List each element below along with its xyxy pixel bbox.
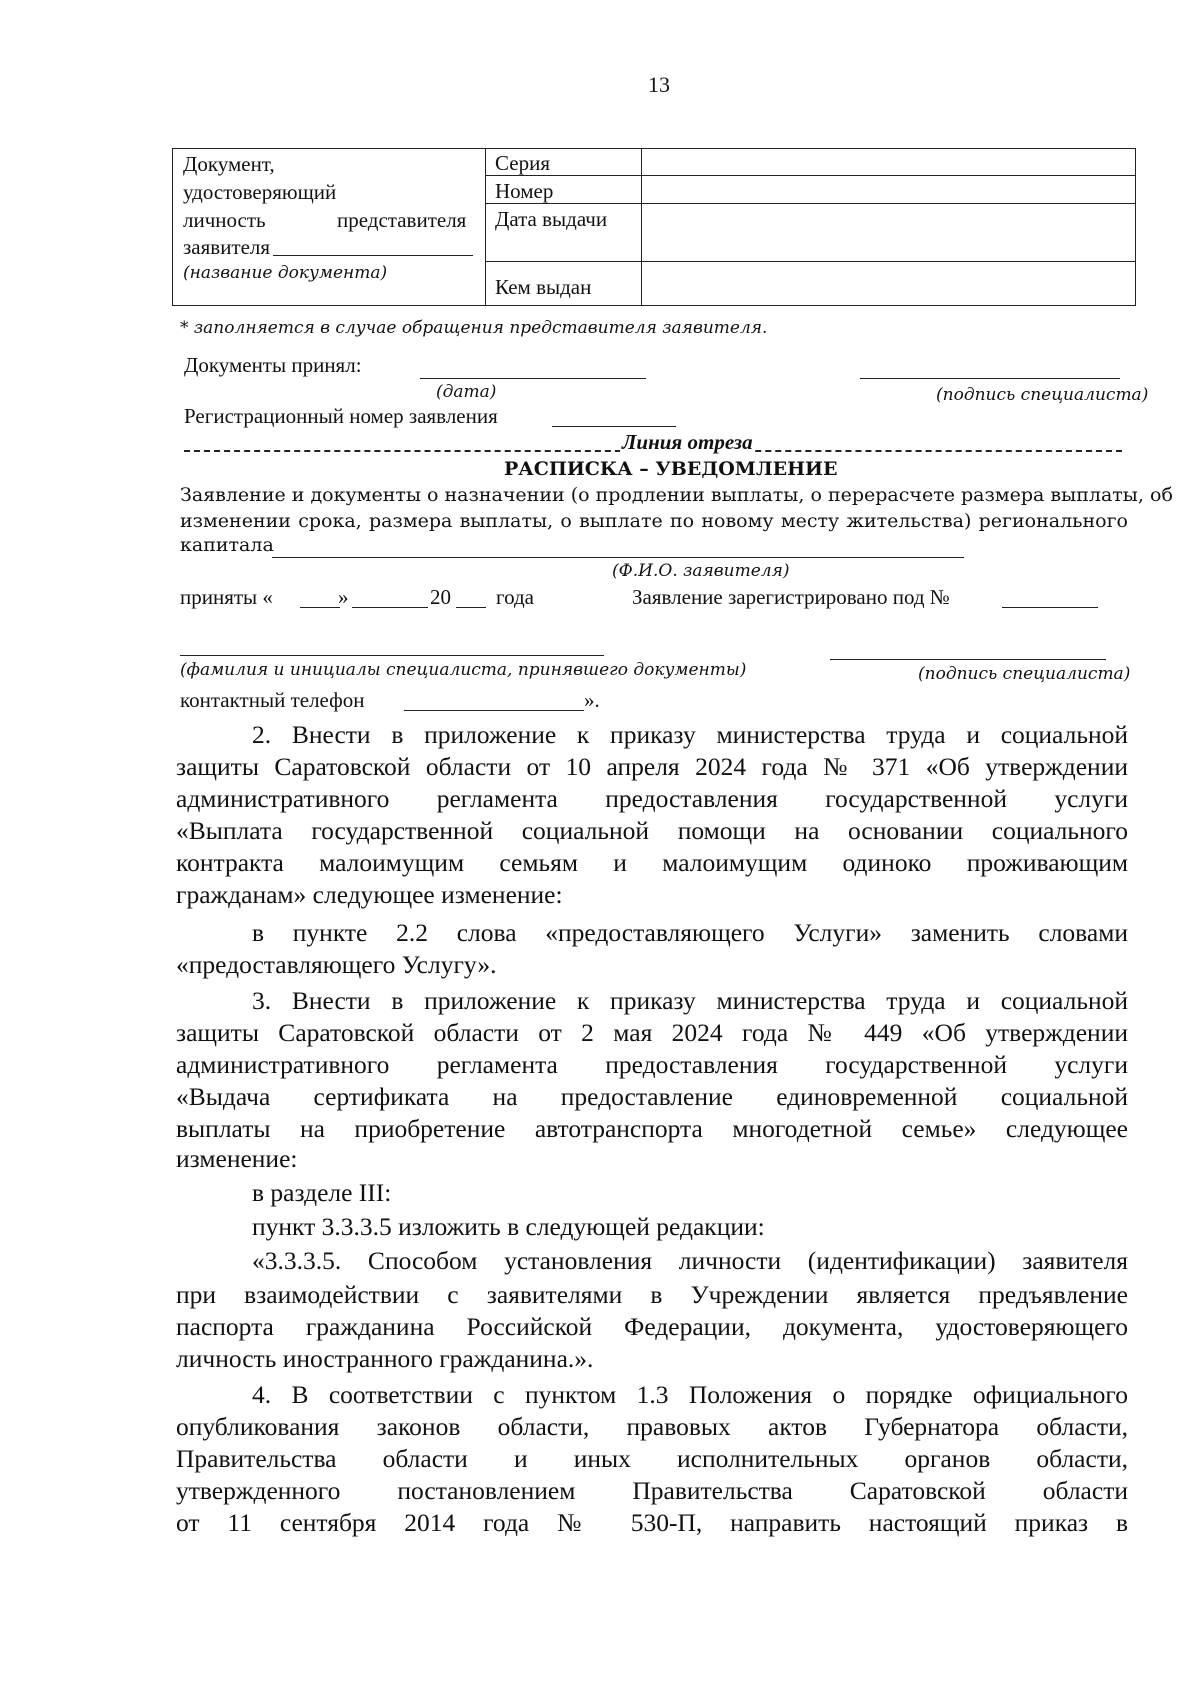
accepted-date-prefix: приняты «: [180, 585, 273, 609]
p2-line-2: защиты Саратовской области от 10 апреля 2024 года № 371 «Об утверждении: [176, 752, 1128, 781]
p4-line-3: Правительства области и иных исполнительных органов области,: [176, 1444, 1128, 1473]
p2b-line-1: в пункте 2.2 слова «предоставляющего Услуги» заменить словами: [252, 918, 1128, 947]
p2-line-5: контракта малоимущим семьям и малоимущим одиноко проживающим: [176, 848, 1128, 877]
table-left-line-1: Документ,: [183, 152, 275, 176]
receipt-title: РАСПИСКА – УВЕДОМЛЕНИЕ: [504, 458, 838, 480]
representative-document-table: [172, 148, 1136, 306]
p2-line-3: административного регламента предоставления государственной услуги: [176, 784, 1128, 813]
accepted-label: Документы принял:: [184, 353, 362, 377]
phone-end: ».: [584, 688, 600, 712]
table-left-caption: (название документа): [183, 263, 388, 283]
table-left-line-2: удостоверяющий: [183, 180, 337, 204]
signature-caption: (подпись специалиста): [936, 385, 1149, 405]
fio-caption: (Ф.И.О. заявителя): [612, 561, 790, 581]
p3c-line-4: личность иностранного гражданина.».: [176, 1344, 594, 1373]
p4-line-1: 4. В соответствии с пунктом 1.3 Положения о порядке официального: [252, 1380, 1128, 1409]
table-row-issued-by: Кем выдан: [495, 275, 592, 299]
p2-line-4: «Выплата государственной социальной помощи на основании социального: [176, 816, 1128, 845]
p2b-line-2: «предоставляющего Услугу».: [176, 950, 497, 979]
p3-line-2: защиты Саратовской области от 2 мая 2024 года № 449 «Об утверждении: [176, 1018, 1128, 1047]
p3c-line-2: при взаимодействии с заявителями в Учреждении является предъявление: [176, 1280, 1128, 1309]
p3c-line-1: «3.3.3.5. Способом установления личности (идентификации) заявителя: [252, 1246, 1128, 1275]
date-caption: (дата): [436, 382, 497, 402]
receipt-text-line-2: изменении срока, размера выплаты, о выплате по новому месту жительства) регионального: [180, 510, 1128, 532]
table-left-line-4: представителя: [337, 208, 467, 232]
p3c-line-3: паспорта гражданина Российской Федерации, документа, удостоверяющего: [176, 1312, 1128, 1341]
table-row-number: Номер: [495, 179, 554, 203]
phone-label: контактный телефон: [180, 688, 365, 712]
footnote: * заполняется в случае обращения представителя заявителя.: [180, 318, 768, 338]
accepted-date-suffix: года: [496, 585, 534, 609]
table-left-line-3: личность: [183, 208, 266, 232]
p3-line-3: административного регламента предоставления государственной услуги: [176, 1050, 1128, 1079]
p4-line-4: утвержденного постановлением Правительства Саратовской области: [176, 1476, 1128, 1505]
table-row-series: Серия: [495, 151, 550, 175]
p4-line-2: опубликования законов области, правовых актов Губернатора области,: [176, 1412, 1128, 1441]
specialist-caption: (фамилия и инициалы специалиста, принявшего документы): [180, 660, 747, 680]
table-left-line-5: заявителя: [183, 235, 271, 259]
cut-line-label: Линия отреза: [622, 430, 753, 454]
p3b-line: пункт 3.3.3.5 изложить в следующей редакции:: [252, 1212, 765, 1241]
page-number: 13: [648, 72, 670, 97]
accepted-date-century: 20: [430, 585, 451, 609]
p3-line-1: 3. Внести в приложение к приказу министерства труда и социальной: [252, 986, 1128, 1015]
registered-label: Заявление зарегистрировано под №: [632, 585, 950, 609]
accepted-date-quote-close: »: [338, 585, 349, 609]
p2-line-1: 2. Внести в приложение к приказу министерства труда и социальной: [252, 720, 1128, 749]
p3-line-4: «Выдача сертификата на предоставление единовременной социальной: [176, 1082, 1128, 1111]
receipt-text-line-3: капитала: [180, 534, 274, 556]
p3-line-5: выплаты на приобретение автотранспорта многодетной семье» следующее: [176, 1114, 1128, 1143]
p3a-line: в разделе III:: [252, 1178, 392, 1207]
p3-line-6: изменение:: [176, 1144, 298, 1173]
receipt-text-line-1: Заявление и документы о назначении (о продлении выплаты, о перерасчете размера выплаты, об: [180, 484, 1173, 506]
specialist-signature-caption: (подпись специалиста): [918, 664, 1131, 684]
p2-line-6: гражданам» следующее изменение:: [176, 880, 563, 909]
table-row-issue-date: Дата выдачи: [495, 207, 608, 231]
p4-line-5: от 11 сентября 2014 года № 530-П, направить настоящий приказ в: [176, 1508, 1128, 1537]
reg-number-label: Регистрационный номер заявления: [184, 404, 498, 428]
